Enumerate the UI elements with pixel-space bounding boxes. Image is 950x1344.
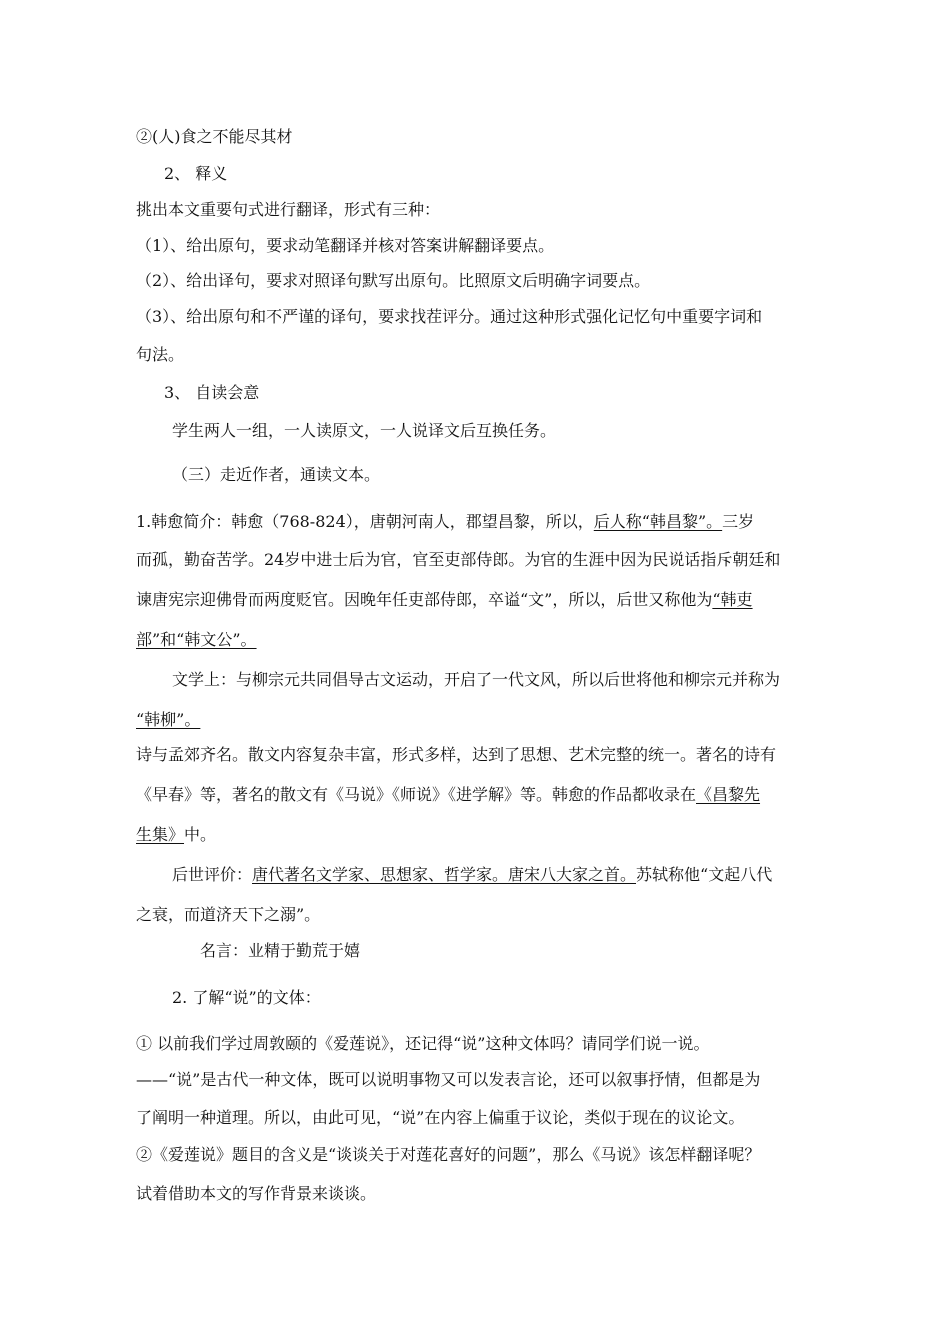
text-line: 而孤，勤奋苦学。24岁中进士后为官，官至吏部侍郎。为官的生涯中因为民说话指斥朝廷和 [136, 550, 781, 569]
text-line: 句法。 [136, 345, 185, 364]
underlined-text: “韩吏 [712, 590, 753, 609]
text-line [172, 864, 772, 886]
text-line: 之衰，而道济天下之溺”。 [136, 905, 321, 924]
text-span: 后世评价： [172, 865, 253, 884]
text-line: （3）、给出原句和不严谨的译句，要求找茬评分。通过这种形式强化记忆句中重要字词和 [136, 307, 763, 326]
text-line: ②(人)食之不能尽其材 [136, 127, 293, 146]
text-line: 了阐明一种道理。所以，由此可见，“说”在内容上偏重于议论，类似于现在的议论文。 [136, 1108, 745, 1127]
underlined-text: 唐代著名文学家、思想家、哲学家。唐宋八大家之首。 [252, 865, 637, 884]
underlined-text: 生集》 [136, 825, 185, 844]
text-line: 挑出本文重要句式进行翻译，形式有三种： [136, 200, 441, 219]
text-span: 1.韩愈简介：韩愈（768-824），唐朝河南人，郡望昌黎，所以， [136, 512, 594, 531]
text-line: 诗与孟郊齐名。散文内容复杂丰富，形式多样，达到了思想、艺术完整的统一。著名的诗有 [136, 745, 777, 764]
text-span: 谏唐宪宗迎佛骨而两度贬官。因晚年任吏部侍郎，卒谥“文”，所以，后世又称他为 [136, 590, 713, 609]
text-line [136, 589, 753, 611]
underlined-text: 部”和“韩文公”。 [136, 630, 257, 649]
text-line: 学生两人一组，一人读原文，一人说译文后互换任务。 [172, 421, 557, 440]
text-line: ②《爱莲说》题目的含义是“谈谈关于对莲花喜好的问题”，那么《马说》该怎样翻译呢？ [136, 1145, 761, 1164]
text-span: 《早春》等，著名的散文有《马说》《师说》《进学解》等。韩愈的作品都收录在 [136, 785, 697, 804]
text-span: 中。 [184, 825, 217, 844]
text-line: 名言：业精于勤荒于嬉 [200, 941, 361, 960]
section-heading: （三）走近作者，通读文本。 [172, 465, 381, 484]
text-line: ——“说”是古代一种文体，既可以说明事物又可以发表言论，还可以叙事抒情，但都是为 [136, 1070, 761, 1089]
underlined-text: 后人称“韩昌黎”。 [593, 512, 723, 531]
text-line: 试着借助本文的写作背景来谈谈。 [136, 1184, 377, 1203]
text-line [136, 824, 216, 846]
text-line: ① 以前我们学过周敦颐的《爱莲说》，还记得“说”这种文体吗？请同学们说一说。 [136, 1034, 710, 1053]
text-span: 三岁 [722, 512, 755, 531]
section-heading: 3、 自读会意 [164, 383, 260, 402]
section-heading: 2、 释义 [164, 164, 228, 183]
text-line [136, 511, 754, 533]
text-line: 文学上：与柳宗元共同倡导古文运动，开启了一代文风，所以后世将他和柳宗元并称为 [172, 670, 781, 689]
text-line: （1）、给出原句，要求动笔翻译并核对答案讲解翻译要点。 [136, 236, 555, 255]
text-line [136, 784, 760, 806]
underlined-text: “韩柳”。 [136, 710, 201, 729]
underlined-text: 《昌黎先 [696, 785, 761, 804]
text-span: 苏轼称他“文起八代 [636, 865, 773, 884]
section-heading: 2. 了解“说”的文体： [172, 988, 321, 1007]
text-line: （2）、给出译句，要求对照译句默写出原句。比照原文后明确字词要点。 [136, 271, 651, 290]
